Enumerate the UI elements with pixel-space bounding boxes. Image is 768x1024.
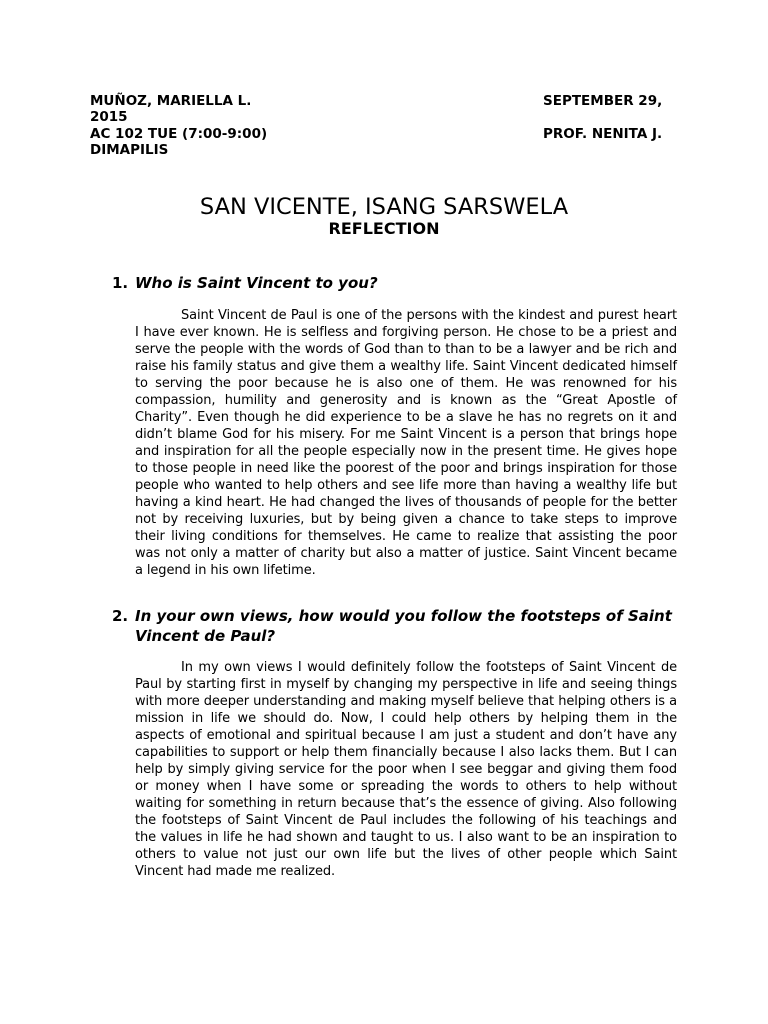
question-1 (112, 273, 692, 293)
question-text: Who is Saint Vincent to you? (135, 274, 378, 292)
submission-year: 2015 (90, 109, 128, 125)
professor-surname: DIMAPILIS (90, 142, 169, 158)
question-number: 2. (112, 607, 129, 625)
student-name: MUÑOZ, MARIELLA L. (90, 93, 252, 109)
course-schedule: AC 102 TUE (7:00-9:00) (90, 126, 268, 142)
question-text: In your own views, how would you follow the footsteps of Saint Vincent de Paul? (135, 607, 672, 645)
professor-name: PROF. NENITA J. (543, 126, 663, 142)
answer-1: Saint Vincent de Paul is one of the persons with the kindest and purest heart I have ever known. He is selfless and forgiving person. He chose to be a priest and serve the people with the words of God than to than to be a lawyer and be rich and raise his family status and give them a wealthy life. Saint Vincent dedicated himself to serving the poor because he is also one of them. He was renowned for his compassion, humility and generosity and is known as the “Great Apostle of Charity”. Even though he did experience to be a slave he has no regrets on it and didn’t blame God for his misery. For me Saint Vincent is a person that brings hope and inspiration for all the people especially now in the present time. He gives hope to those people in need like the poorest of the poor and brings inspiration for those people who wanted to help others and see life more than having a wealthy life but having a kind heart. He had changed the lives of thousands of people for the better not by receiving luxuries, but by being given a chance to take steps to improve their living conditions for themselves. He came to realize that assisting the poor was not only a matter of charity but also a matter of justice. Saint Vincent became a legend in his own lifetime. (135, 308, 677, 578)
answer-2: In my own views I would definitely follow the footsteps of Saint Vincent de Paul by starting first in myself by changing my perspective in life and seeing things with more deeper understanding and making myself believe that helping others is a mission in life we should do. Now, I could help others by helping them in the aspects of emotional and spiritual because I am just a student and don’t have any capabilities to support or help them financially because I also lacks them. But I can help by simply giving service for the poor when I see beggar and giving them food or money when I have some or spreading the words to others to help without waiting for something in return because that’s the essence of giving. Also following the footsteps of Saint Vincent de Paul includes the following of his teachings and the values in life he had shown and taught to us. I also want to be an inspiration to others to value not just our own life but the lives of other people which Saint Vincent had made me realized. (135, 660, 677, 879)
question-2 (112, 606, 692, 646)
submission-date: SEPTEMBER 29, (543, 93, 663, 109)
question-number: 1. (112, 274, 129, 292)
document-title: SAN VICENTE, ISANG SARSWELA (199, 194, 569, 220)
document-subtitle: REFLECTION (328, 219, 440, 238)
